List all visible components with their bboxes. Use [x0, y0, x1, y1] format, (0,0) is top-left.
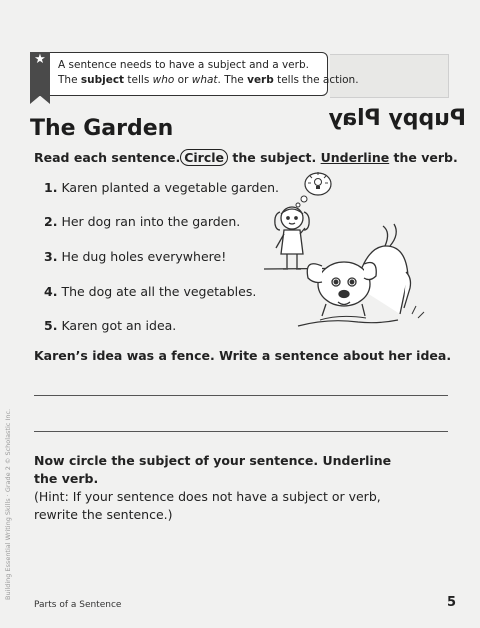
instructions: Read each sentence. Circle the subject. Underline the verb.	[34, 150, 458, 165]
circle-word: Circle	[180, 149, 228, 166]
sentence-1[interactable]: 1. Karen planted a vegetable garden.	[44, 180, 280, 195]
lightbulb-icon	[296, 172, 331, 207]
info-line-1: A sentence needs to have a subject and a verb.	[58, 59, 309, 71]
writing-line-2[interactable]	[34, 431, 448, 432]
sentence-3[interactable]: 3. He dug holes everywhere!	[44, 249, 227, 264]
sentence-2[interactable]: 2. Her dog ran into the garden.	[44, 214, 241, 229]
footer-section-label: Parts of a Sentence	[34, 600, 122, 610]
writing-line-1[interactable]	[34, 395, 448, 396]
circle-prompt-instruction: Now circle the subject of your sentence. Underline the verb.	[34, 453, 392, 486]
circle-prompt	[34, 452, 394, 524]
karen-figure	[275, 207, 309, 269]
star-icon: ★	[34, 52, 46, 67]
sentence-5[interactable]: 5. Karen got an idea.	[44, 318, 177, 333]
info-line-2: The subject tells who or what. The verb tells the action.	[58, 74, 359, 86]
sentence-4[interactable]: 4. The dog ate all the vegetables.	[44, 284, 257, 299]
dog-figure	[307, 224, 410, 316]
page-title: The Garden	[30, 116, 174, 141]
info-box-text	[58, 58, 359, 88]
underline-word: Underline	[320, 150, 390, 165]
writing-prompt: Karen’s idea was a fence. Write a sentence about her idea.	[34, 348, 452, 363]
reverse-page-ghost-title: Puppy Play	[328, 106, 466, 131]
page-number: 5	[446, 595, 456, 610]
karen-and-dog-illustration	[262, 168, 442, 338]
circle-prompt-hint: (Hint: If your sentence does not have a subject or verb, rewrite the sentence.)	[34, 489, 381, 522]
vertical-credit: Building Essential Writing Skills · Grade 2 © Scholastic Inc.	[4, 408, 12, 600]
